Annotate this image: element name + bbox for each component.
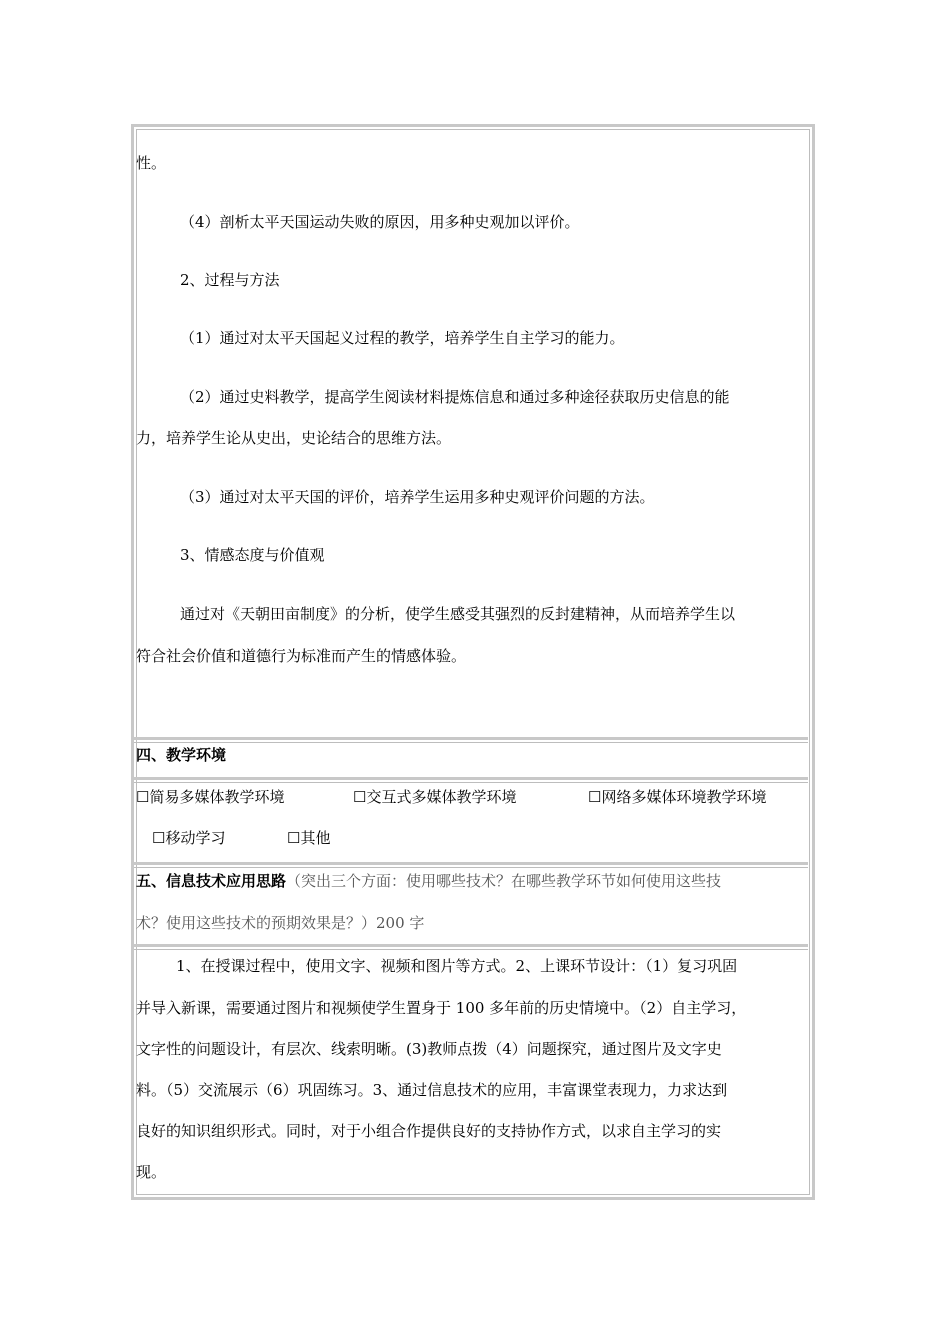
section-heading-it <box>136 871 721 891</box>
option-label: 交互式多媒体教学环境 <box>366 788 517 806</box>
row-separator <box>134 944 808 947</box>
option-label: 网络多媒体环境教学环境 <box>601 788 767 806</box>
body-line: 并导入新课，需要通过图片和视频使学生置身于 100 多年前的历史情境中。（2）自主学习， <box>136 999 747 1017</box>
option-mobile-learning[interactable] <box>152 828 225 848</box>
row-separator <box>134 862 808 865</box>
option-label: 简易多媒体教学环境 <box>149 788 285 806</box>
text-line: 通过对《天朝田亩制度》的分析，使学生感受其强烈的反封建精神，从而培养学生以 <box>180 605 736 623</box>
option-network-multimedia[interactable] <box>588 787 766 807</box>
row-separator <box>134 777 808 780</box>
text-line: （4）剖析太平天国运动失败的原因，用多种史观加以评价。 <box>180 213 580 231</box>
text-line: 符合社会价值和道德行为标准而产生的情感体验。 <box>136 647 467 665</box>
option-interactive-multimedia[interactable] <box>353 787 516 807</box>
text-line: 2、过程与方法 <box>180 271 280 289</box>
body-line: 料。（5）交流展示（6）巩固练习。3、通过信息技术的应用，丰富课堂表现力，力求达到 <box>136 1081 728 1099</box>
checkbox-icon[interactable]: ☐ <box>287 829 301 847</box>
option-other[interactable] <box>287 828 330 848</box>
row-separator <box>134 737 808 740</box>
body-line: 文字性的问题设计，有层次、线索明晰。(3)教师点拨（4）问题探究，通过图片及文字史 <box>136 1040 722 1058</box>
text-line: （1）通过对太平天国起义过程的教学，培养学生自主学习的能力。 <box>180 329 625 347</box>
option-simple-multimedia[interactable] <box>136 787 284 807</box>
text-line: 性。 <box>136 154 167 172</box>
section-heading-text: 五、信息技术应用思路 <box>136 872 287 890</box>
option-label: 其他 <box>300 829 331 847</box>
body-line: 良好的知识组织形式。同时，对于小组合作提供良好的支持协作方式，以求自主学习的实 <box>136 1122 722 1140</box>
text-line: 3、情感态度与价值观 <box>180 546 325 564</box>
checkbox-icon[interactable]: ☐ <box>136 788 150 806</box>
text-line: （2）通过史料教学，提高学生阅读材料提炼信息和通过多种途径获取历史信息的能 <box>180 388 730 406</box>
text-line: （3）通过对太平天国的评价，培养学生运用多种史观评价问题的方法。 <box>180 488 655 506</box>
body-line: 1、在授课过程中，使用文字、视频和图片等方式。2、上课环节设计：（1）复习巩固 <box>176 957 738 975</box>
section-hint: 术？使用这些技术的预期效果是？）200 字 <box>136 914 425 932</box>
checkbox-icon[interactable]: ☐ <box>353 788 367 806</box>
section-hint: （突出三个方面：使用哪些技术？在哪些教学环节如何使用这些技 <box>286 872 722 890</box>
body-line: 现。 <box>136 1163 167 1181</box>
section-heading-environment: 四、教学环境 <box>136 746 227 764</box>
option-label: 移动学习 <box>165 829 226 847</box>
checkbox-icon[interactable]: ☐ <box>152 829 166 847</box>
text-line: 力，培养学生论从史出，史论结合的思维方法。 <box>136 429 452 447</box>
checkbox-icon[interactable]: ☐ <box>588 788 602 806</box>
